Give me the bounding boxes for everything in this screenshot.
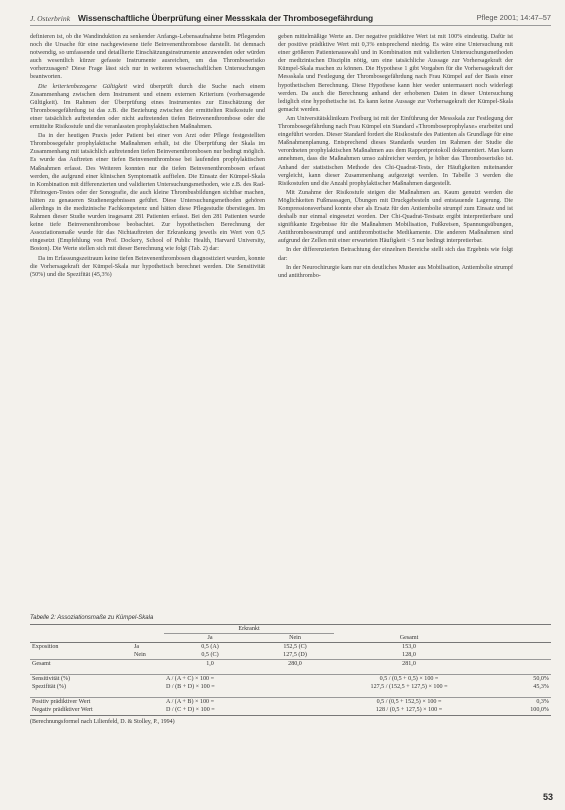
cell-formula: D / (C + D) × 100 = (166, 707, 215, 713)
cell-gesamt: 281,0 (334, 660, 484, 669)
row-sublabel (132, 698, 164, 707)
cell-calculation: 0,5 / (0,5 + 0,5) × 100 = (334, 675, 484, 684)
association-table (30, 624, 551, 714)
row-sublabel (132, 675, 164, 684)
running-header (30, 11, 551, 26)
cell-nein: 152,5 (C) (283, 644, 307, 650)
cell-result: 50,0% (484, 675, 551, 684)
cell-calculation: 128 / (0,5 + 127,5) × 100 = (375, 707, 443, 713)
row-label: Sensitivität (%) (30, 675, 132, 684)
cell-nein: 127,5 (D) (283, 652, 307, 658)
row-sublabel: Nein (134, 652, 146, 658)
row-sublabel: Ja (134, 644, 140, 650)
table-caption: Tabelle 2: Assoziationsmaße zu Kümpel-Skala (30, 615, 154, 621)
row-label: Spezifität (%) (32, 684, 67, 690)
paragraph: Am Universitätsklinikum Freiburg ist mit der Einführung der Messskala zur Festlegung der Thrombosegefährdung nach Frau Kümpel ein Standard «Thromboseprophylaxe» erarbeitet und eingeführt worden. Dieser Standard fordert die Risikostufe des Patienten als Grundlage für eine Maßnahmenplanung. Entsprechend dieses Standards wurden im Rahmen der Studie die verordneten prophylaktischen Maßnahmen aus dem Rapportprotokoll dokumentiert. Man kann annehmen, dass die Maßnahmen umso zahlreicher werden, je höher das Thromboserisiko ist. Anhand der statistischen Methode des Chi-Quadrat-Tests, der Häufigkeiten miteinander vergleicht, kann dieser Zusammenhang aufgezeigt werden. In Tabelle 3 werden die Risikostufen und die Anzahl prophylaktischer Maßnahmen dargestellt. (278, 115, 513, 187)
header-journal: Pflege 2001; 14:47–57 (476, 13, 551, 22)
paragraph-lead: Die kriterienbezogene Gültigkeit (38, 83, 128, 90)
cell-result (484, 643, 551, 652)
row-sublabel (132, 683, 164, 691)
group-header-erkrankt: Erkrankt (164, 625, 334, 634)
col-header-nein: Nein (256, 634, 334, 643)
cell-ja: 0,5 (A) (201, 644, 219, 650)
paragraph: Da in der heutigen Praxis jeder Patient bei einer von Arzt oder Pflege festgestellten Thrombosegefahr prophylaktische Maßnahmen erhält, ist die Überprüfung der Skala im Zusammenhang mit tatsächlich auftretenden tiefen Beinvenenthrombosen nur bedingt möglich. Es wurde das Auftreten einer tiefen Beinvenenthrombose bei laufenden prophylaktischen Maßnahmen erfasst. Des Weiteren konnten nur die tiefen Beinvenenthrombosen erfasst werden, die aufgrund einer klinischen Symptomatik auffielen. Die Einsatz der Kümpel-Skala in Kombination mit differenzierten und validierten Untersuchungsmethoden, wie z.B. des Rad-Fibrinogen-Testes oder der Sonografie, die auch kleine Thrombusbildungen sichtbar machen, hätten zu genaueren Studienergebnissen geführt. Diese Untersuchungsmethoden gehören allerdings in die medizinische Fachkompetenz und hätten diese Pflegestudie überstiegen. Im Rahmen dieser Studie wurden insgesamt 281 Patienten erfasst. Bei den 281 Patienten wurde keine tiefe Beinvenenthrombose beobachtet. Zur hypothetischen Berechnung der Assoziationsmaße wurde für das Nichtauftreten der Erkrankung jeweils ein Wert von 0,5 eingesetzt (Empfehlung von Prof. Dockery, School of Public Health, Harvard University, Boston). Die Werte stellen sich mit dieser Berechnung wie folgt (Tab. 2) dar: (30, 133, 265, 253)
row-sublabel (132, 706, 164, 714)
table-row (30, 660, 551, 669)
row-label: Exposition (32, 644, 59, 650)
cell-gesamt: 128,0 (402, 652, 416, 658)
paragraph (30, 83, 265, 132)
paragraph: Da im Erfassungszeitraum keine tiefen Beinvenenthrombosen diagnostiziert wurden, konnte die Vorhersagekraft der Kümpel-Skala nur hypothetisch berechnet werden. Die Sensitivität (50%) und die Spezifität (45,3%) (30, 255, 265, 278)
table-row (30, 706, 551, 714)
cell-result (484, 660, 551, 669)
table-row (30, 698, 551, 707)
paragraph: definieren ist, ob die Wandinduktion zu senkender Anfangs-Lebensaufnahme beim Pflegenden noch die Ursache für eine nachgewiesene tiefe Beinvenenthrombose darstellt. Ist demnach notwendig, so umfassende und detaillierte Einschätzungsinstrumente anzuwenden oder würden auch wesentlich kürzer gefasste Instrumente ausreichen, um das Thromboserisiko vorherzusagen? Diese Frage lässt sich nur in weiteren wissenschaftlichen Untersuchungen beantworten. (30, 34, 265, 81)
table-row (30, 651, 551, 660)
cell-result (484, 651, 551, 660)
right-column (278, 33, 513, 593)
cell-gesamt: 153,0 (402, 644, 416, 650)
table-source-note: (Berechnungsformel nach Lilienfeld, D. & Stolley, P., 1994) (30, 715, 551, 726)
cell-formula: A / (A + C) × 100 = (164, 675, 334, 684)
cell-ja: 0,5 (C) (201, 652, 219, 658)
table-row (30, 643, 551, 652)
cell-calculation: 0,5 / (0,5 + 152,5) × 100 = (334, 698, 484, 707)
row-label: Negativ prädiktiver Wert (32, 707, 93, 713)
row-label: Positiv prädiktiver Wert (30, 698, 132, 707)
header-title: Wissenschaftliche Überprüfung einer Messskala der Thrombosegefährdung (77, 13, 374, 23)
left-column (30, 33, 265, 593)
cell-result: 45,3% (533, 684, 550, 690)
cell-ja: 1,0 (164, 660, 256, 669)
cell-result: 100,0% (530, 707, 550, 713)
page-number: 53 (542, 792, 553, 802)
paragraph: In der Neurochirurgie kam nur ein deutliches Muster aus Mobilisation, Antiembolie strumpf und antithrombo- (278, 264, 513, 279)
table-row (30, 683, 551, 691)
cell-calculation: 127,5 / (152,5 + 127,5) × 100 = (370, 684, 448, 690)
cell-nein: 280,0 (256, 660, 334, 669)
row-label (30, 651, 132, 660)
col-header-ja: Ja (164, 634, 256, 643)
cell-formula: D / (B + D) × 100 = (166, 684, 215, 690)
header-author: J. Osterbrink (30, 14, 71, 23)
paragraph: Mit Zunahme der Risikostufe steigen die Maßnahmen an. Kaum genutzt werden die Möglichkeiten Fußmassagen, Übungen mit Druckgebesteln und entstauende Lagerung. Die Kompressionsverband konnte eher als Ersatz für den Antiembolie strumpf zum Einsatz und ist deshalb nur einmal eingesetzt worden. Der Chi-Quadrat-Testsatz ergibt interpretierbare und signifikante Ergebnisse für die Maßnahmen Mobilisation, Fußkreisen, Spannungsübungen, Antithrombosestrumpf und antithrombotische Medikamente. Die anderen Maßnahmen sind aufgrund der Zellen mit einer erwarteten Häufigkeit < 5 nur bedingt interpretierbar. (278, 189, 513, 245)
row-label: Gesamt (30, 660, 132, 669)
paragraph: In der differenzierten Betrachtung der einzelnen Bereiche stellt sich das Ergebnis wie folgt dar: (278, 247, 513, 262)
paragraph-text: wird überprüft durch die Suche nach einem Zusammenhang zwischen dem Instrument und einem externen Kriterium (vorhersagende Gültigkeit). Im Rahmen der Überprüfung eines Instrumentes zur Einschätzung der Thrombosegefährdung ist das z.B. die Beziehung zwischen der ermittelten Risikostufe und einer tatsächlich auftretenden oder nicht auftretenden tiefen Beinvenenthrombose oder die ermittelte Risikostufe und die veranlassten prophylaktischen Maßnahmen. (30, 83, 265, 131)
paragraph: geben mittelmäßige Werte an. Der negative prädiktive Wert ist mit 100% eindeutig. Dafür ist der positive prädiktive Wert mit 0,3% entsprechend niedrig. Es wäre eine Untersuchung mit einer größeren Patientenauswahl und in Kombination mit validierten Untersuchungsmethoden der medizinischen Disziplin nötig, um eine tatsächliche Aussage zur Vorhersagekraft der Kümpel-Skala machen zu können. Die Hypothese 1 gibt Vorgaben für die Vorhersagekraft der Messskala und Festlegung der Thrombosegefährdung nach Frau Kümpel auf der Basis einer hypothetischen Berechnung. Diese Hypothese kann hier weder untermauert noch widerlegt werden. Da auch die Berechnung anhand der erhobenen Daten in dieser Untersuchung lediglich eine hypothetische ist. Es kann keine Aussage zur Vorhersagekraft der Kümpel-Skala gemacht werden. (278, 34, 513, 113)
cell-result: 0,3% (484, 698, 551, 707)
table-2 (30, 614, 551, 726)
cell-formula: A / (A + B) × 100 = (164, 698, 334, 707)
col-header-gesamt: Gesamt (334, 634, 484, 643)
table-row (30, 675, 551, 684)
row-sublabel (132, 660, 164, 669)
